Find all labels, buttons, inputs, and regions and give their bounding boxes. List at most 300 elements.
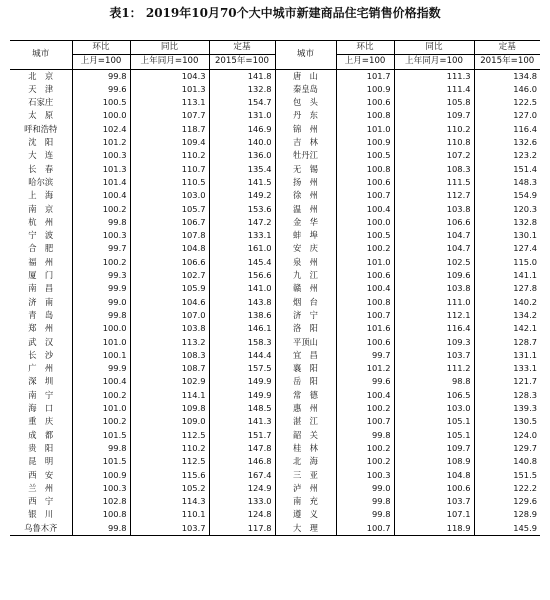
- city-name-left: 郑 州: [28, 323, 54, 334]
- city-name-left: 石家庄: [28, 97, 54, 108]
- city-name-left: 贵 阳: [28, 442, 54, 453]
- base-value-left: 124.8: [209, 508, 275, 521]
- header-mom-right: 环比: [336, 41, 394, 55]
- city-name-left: 西 安: [28, 469, 54, 480]
- city-name-left: 宁 波: [28, 230, 54, 241]
- mom-value-right: 100.9: [336, 83, 394, 96]
- base-value-left: 132.8: [209, 83, 275, 96]
- table-row: [10, 389, 540, 402]
- yoy-value-left: 109.8: [130, 402, 209, 415]
- yoy-value-right: 104.7: [394, 242, 474, 255]
- city-name-left: 海 口: [28, 403, 54, 414]
- city-name-left: 济 南: [28, 296, 54, 307]
- header-yoy-left: 同比: [130, 41, 209, 55]
- mom-value-left: 100.9: [72, 469, 130, 482]
- yoy-value-right: 111.5: [394, 176, 474, 189]
- mom-value-left: 100.4: [72, 189, 130, 202]
- city-name-right: 泸 州: [275, 482, 336, 495]
- mom-value-left: 100.2: [72, 256, 130, 269]
- base-value-left: 148.5: [209, 402, 275, 415]
- yoy-value-left: 114.1: [130, 389, 209, 402]
- yoy-value-right: 100.6: [394, 482, 474, 495]
- mom-value-right: 100.7: [336, 415, 394, 428]
- table-row: [10, 296, 540, 309]
- yoy-value-right: 103.7: [394, 349, 474, 362]
- table-row: [10, 336, 540, 349]
- base-value-right: 140.2: [474, 296, 540, 309]
- yoy-value-left: 109.0: [130, 415, 209, 428]
- yoy-value-right: 103.7: [394, 495, 474, 508]
- city-name-left: 银 川: [28, 509, 54, 520]
- yoy-value-right: 104.8: [394, 469, 474, 482]
- yoy-value-right: 107.2: [394, 149, 474, 162]
- city-name-right: 烟 台: [275, 296, 336, 309]
- mom-value-left: 100.2: [72, 203, 130, 216]
- base-value-right: 128.3: [474, 389, 540, 402]
- base-value-left: 151.7: [209, 429, 275, 442]
- mom-value-left: 101.4: [72, 176, 130, 189]
- city-name-right: 常 德: [275, 389, 336, 402]
- yoy-value-left: 107.0: [130, 309, 209, 322]
- mom-value-left: 101.3: [72, 163, 130, 176]
- table-row: [10, 415, 540, 428]
- header-yoy-sub-left: 上年同月=100: [130, 55, 209, 69]
- mom-value-left: 99.8: [72, 442, 130, 455]
- mom-value-right: 100.7: [336, 522, 394, 536]
- base-value-right: 132.8: [474, 216, 540, 229]
- city-name-right: 锦 州: [275, 123, 336, 136]
- table-row: [10, 203, 540, 216]
- base-value-right: 120.3: [474, 203, 540, 216]
- yoy-value-right: 112.1: [394, 309, 474, 322]
- base-value-left: 145.4: [209, 256, 275, 269]
- table-row: [10, 495, 540, 508]
- city-name-right: 襄 阳: [275, 362, 336, 375]
- header-city-left: 城市: [10, 41, 72, 70]
- city-name-left: 天 津: [28, 83, 54, 94]
- city-name-right: 桂 林: [275, 442, 336, 455]
- table-row: [10, 176, 540, 189]
- mom-value-right: 99.0: [336, 482, 394, 495]
- yoy-value-left: 105.7: [130, 203, 209, 216]
- mom-value-left: 101.5: [72, 429, 130, 442]
- table-row: [10, 189, 540, 202]
- city-name-right: 扬 州: [275, 176, 336, 189]
- city-name-right: 韶 关: [275, 429, 336, 442]
- base-value-right: 140.8: [474, 455, 540, 468]
- base-value-left: 153.6: [209, 203, 275, 216]
- mom-value-right: 100.8: [336, 109, 394, 122]
- mom-value-left: 100.0: [72, 322, 130, 335]
- mom-value-left: 99.8: [72, 69, 130, 83]
- base-value-left: 146.8: [209, 455, 275, 468]
- mom-value-left: 101.0: [72, 336, 130, 349]
- city-name-left: 大 连: [28, 150, 54, 161]
- yoy-value-right: 108.9: [394, 455, 474, 468]
- table-row: [10, 508, 540, 521]
- mom-value-left: 100.0: [72, 109, 130, 122]
- yoy-value-left: 104.8: [130, 242, 209, 255]
- table-row: [10, 282, 540, 295]
- city-name-right: 丹 东: [275, 109, 336, 122]
- base-value-right: 151.4: [474, 163, 540, 176]
- table-row: [10, 96, 540, 109]
- city-name-left: 呼和浩特: [24, 123, 58, 134]
- base-value-left: 135.4: [209, 163, 275, 176]
- base-value-left: 146.9: [209, 123, 275, 136]
- city-name-left: 南 宁: [28, 389, 54, 400]
- yoy-value-left: 112.5: [130, 455, 209, 468]
- mom-value-left: 100.3: [72, 149, 130, 162]
- base-value-left: 147.8: [209, 442, 275, 455]
- base-value-right: 127.8: [474, 282, 540, 295]
- base-value-left: 117.8: [209, 522, 275, 536]
- city-name-left: 重 庆: [28, 416, 54, 427]
- city-name-left: 昆 明: [28, 456, 54, 467]
- yoy-value-left: 105.9: [130, 282, 209, 295]
- base-value-right: 151.5: [474, 469, 540, 482]
- table-row: [10, 322, 540, 335]
- mom-value-left: 101.0: [72, 402, 130, 415]
- yoy-value-left: 104.3: [130, 69, 209, 83]
- yoy-value-right: 109.3: [394, 336, 474, 349]
- table-row: [10, 216, 540, 229]
- price-index-table: [10, 40, 540, 536]
- table-row: [10, 69, 540, 83]
- city-name-left: 太 原: [28, 110, 54, 121]
- base-value-right: 123.2: [474, 149, 540, 162]
- yoy-value-left: 102.9: [130, 375, 209, 388]
- table-row: [10, 256, 540, 269]
- yoy-value-right: 109.7: [394, 109, 474, 122]
- table-row: [10, 455, 540, 468]
- base-value-right: 124.0: [474, 429, 540, 442]
- mom-value-right: 99.8: [336, 429, 394, 442]
- city-name-left: 沈 阳: [28, 137, 54, 148]
- mom-value-right: 99.8: [336, 508, 394, 521]
- mom-value-left: 99.6: [72, 83, 130, 96]
- base-value-right: 142.1: [474, 322, 540, 335]
- mom-value-left: 99.8: [72, 309, 130, 322]
- city-name-right: 遵 义: [275, 508, 336, 521]
- mom-value-right: 100.6: [336, 96, 394, 109]
- yoy-value-left: 103.8: [130, 322, 209, 335]
- yoy-value-right: 111.3: [394, 69, 474, 83]
- city-name-left: 福 州: [28, 256, 54, 267]
- header-city-right: 城市: [275, 41, 336, 70]
- city-name-right: 大 理: [275, 522, 336, 536]
- yoy-value-left: 113.1: [130, 96, 209, 109]
- mom-value-left: 102.4: [72, 123, 130, 136]
- city-name-right: 金 华: [275, 216, 336, 229]
- mom-value-left: 99.9: [72, 282, 130, 295]
- mom-value-left: 100.3: [72, 229, 130, 242]
- yoy-value-left: 110.7: [130, 163, 209, 176]
- base-value-right: 145.9: [474, 522, 540, 536]
- base-value-left: 138.6: [209, 309, 275, 322]
- city-name-left: 广 州: [28, 363, 54, 374]
- yoy-value-right: 116.4: [394, 322, 474, 335]
- base-value-left: 156.6: [209, 269, 275, 282]
- table-row: [10, 136, 540, 149]
- mom-value-right: 100.0: [336, 216, 394, 229]
- city-name-right: 安 庆: [275, 242, 336, 255]
- yoy-value-right: 105.1: [394, 429, 474, 442]
- base-value-right: 128.9: [474, 508, 540, 521]
- table-row: [10, 123, 540, 136]
- table-body: [10, 69, 540, 535]
- header-mom-sub-right: 上月=100: [336, 55, 394, 69]
- header-base-sub-left: 2015年=100: [209, 55, 275, 69]
- base-value-right: 139.3: [474, 402, 540, 415]
- yoy-value-left: 118.7: [130, 123, 209, 136]
- city-name-right: 包 头: [275, 96, 336, 109]
- base-value-right: 131.1: [474, 349, 540, 362]
- mom-value-left: 100.2: [72, 389, 130, 402]
- city-name-right: 九 江: [275, 269, 336, 282]
- yoy-value-right: 105.8: [394, 96, 474, 109]
- city-name-right: 南 充: [275, 495, 336, 508]
- mom-value-left: 100.8: [72, 508, 130, 521]
- city-name-left: 西 宁: [28, 496, 54, 507]
- yoy-value-right: 110.2: [394, 123, 474, 136]
- mom-value-right: 100.8: [336, 296, 394, 309]
- table-row: [10, 482, 540, 495]
- table-row: [10, 242, 540, 255]
- table-row: [10, 362, 540, 375]
- table-row: [10, 442, 540, 455]
- yoy-value-right: 109.7: [394, 442, 474, 455]
- base-value-right: 134.8: [474, 69, 540, 83]
- yoy-value-right: 118.9: [394, 522, 474, 536]
- base-value-right: 130.1: [474, 229, 540, 242]
- yoy-value-left: 105.2: [130, 482, 209, 495]
- table-row: [10, 402, 540, 415]
- city-name-left: 长 春: [28, 163, 54, 174]
- header-base-right: 定基: [474, 41, 540, 55]
- yoy-value-left: 112.5: [130, 429, 209, 442]
- mom-value-left: 99.8: [72, 216, 130, 229]
- city-name-right: 唐 山: [275, 69, 336, 83]
- yoy-value-right: 110.8: [394, 136, 474, 149]
- city-name-right: 蚌 埠: [275, 229, 336, 242]
- table-row: [10, 469, 540, 482]
- yoy-value-right: 103.8: [394, 282, 474, 295]
- yoy-value-right: 107.1: [394, 508, 474, 521]
- city-name-right: 三 亚: [275, 469, 336, 482]
- base-value-left: 147.2: [209, 216, 275, 229]
- city-name-right: 宜 昌: [275, 349, 336, 362]
- yoy-value-left: 113.2: [130, 336, 209, 349]
- mom-value-right: 100.5: [336, 149, 394, 162]
- header-row-top: [10, 41, 540, 55]
- yoy-value-left: 108.7: [130, 362, 209, 375]
- yoy-value-left: 101.3: [130, 83, 209, 96]
- mom-value-left: 100.4: [72, 375, 130, 388]
- mom-value-right: 100.8: [336, 163, 394, 176]
- base-value-left: 158.3: [209, 336, 275, 349]
- city-name-right: 牡丹江: [275, 149, 336, 162]
- mom-value-left: 99.0: [72, 296, 130, 309]
- base-value-left: 140.0: [209, 136, 275, 149]
- city-name-left: 深 圳: [28, 376, 54, 387]
- base-value-left: 131.0: [209, 109, 275, 122]
- base-value-right: 116.4: [474, 123, 540, 136]
- base-value-right: 130.5: [474, 415, 540, 428]
- yoy-value-right: 98.8: [394, 375, 474, 388]
- yoy-value-right: 108.3: [394, 163, 474, 176]
- mom-value-right: 100.6: [336, 269, 394, 282]
- yoy-value-left: 104.6: [130, 296, 209, 309]
- base-value-left: 133.0: [209, 495, 275, 508]
- yoy-value-left: 103.0: [130, 189, 209, 202]
- city-name-right: 温 州: [275, 203, 336, 216]
- base-value-left: 124.9: [209, 482, 275, 495]
- table-row: [10, 429, 540, 442]
- city-name-left: 青 岛: [28, 309, 54, 320]
- header-base-sub-right: 2015年=100: [474, 55, 540, 69]
- base-value-right: 121.7: [474, 375, 540, 388]
- yoy-value-left: 107.7: [130, 109, 209, 122]
- base-value-left: 157.5: [209, 362, 275, 375]
- yoy-value-left: 110.2: [130, 442, 209, 455]
- base-value-right: 127.0: [474, 109, 540, 122]
- header-mom-sub-left: 上月=100: [72, 55, 130, 69]
- city-name-left: 武 汉: [28, 336, 54, 347]
- base-value-left: 141.0: [209, 282, 275, 295]
- mom-value-right: 100.7: [336, 189, 394, 202]
- city-name-left: 长 沙: [28, 349, 54, 360]
- header-yoy-sub-right: 上年同月=100: [394, 55, 474, 69]
- city-name-right: 北 海: [275, 455, 336, 468]
- base-value-right: 133.1: [474, 362, 540, 375]
- base-value-left: 149.9: [209, 375, 275, 388]
- city-name-right: 湛 江: [275, 415, 336, 428]
- table-row: [10, 349, 540, 362]
- city-name-left: 厦 门: [28, 270, 54, 281]
- city-name-right: 洛 阳: [275, 322, 336, 335]
- mom-value-left: 100.5: [72, 96, 130, 109]
- mom-value-right: 100.2: [336, 442, 394, 455]
- yoy-value-right: 104.7: [394, 229, 474, 242]
- yoy-value-left: 110.2: [130, 149, 209, 162]
- yoy-value-right: 111.4: [394, 83, 474, 96]
- yoy-value-left: 114.3: [130, 495, 209, 508]
- mom-value-right: 100.4: [336, 203, 394, 216]
- mom-value-left: 99.8: [72, 522, 130, 536]
- city-name-left: 南 昌: [28, 283, 54, 294]
- mom-value-right: 100.4: [336, 389, 394, 402]
- city-name-right: 赣 州: [275, 282, 336, 295]
- city-name-left: 北 京: [28, 70, 54, 81]
- table-row: [10, 309, 540, 322]
- mom-value-left: 99.7: [72, 242, 130, 255]
- mom-value-right: 99.6: [336, 375, 394, 388]
- header-yoy-right: 同比: [394, 41, 474, 55]
- base-value-right: 122.5: [474, 96, 540, 109]
- base-value-right: 127.4: [474, 242, 540, 255]
- mom-value-right: 100.2: [336, 242, 394, 255]
- yoy-value-right: 109.6: [394, 269, 474, 282]
- yoy-value-right: 106.6: [394, 216, 474, 229]
- base-value-left: 149.2: [209, 189, 275, 202]
- table-title: 表1： 2019年10月70个大中城市新建商品住宅销售价格指数: [109, 6, 441, 20]
- yoy-value-left: 102.7: [130, 269, 209, 282]
- mom-value-left: 100.3: [72, 482, 130, 495]
- mom-value-right: 100.7: [336, 309, 394, 322]
- city-name-left: 乌鲁木齐: [10, 522, 72, 536]
- header-base-left: 定基: [209, 41, 275, 55]
- mom-value-right: 101.7: [336, 69, 394, 83]
- city-name-left: 哈尔滨: [28, 176, 54, 187]
- base-value-right: 146.0: [474, 83, 540, 96]
- city-name-right: 惠 州: [275, 402, 336, 415]
- mom-value-right: 100.3: [336, 469, 394, 482]
- yoy-value-left: 109.4: [130, 136, 209, 149]
- mom-value-left: 99.3: [72, 269, 130, 282]
- base-value-left: 133.1: [209, 229, 275, 242]
- base-value-left: 149.9: [209, 389, 275, 402]
- base-value-right: 141.1: [474, 269, 540, 282]
- table-row: [10, 83, 540, 96]
- yoy-value-right: 105.1: [394, 415, 474, 428]
- city-name-left: 南 京: [28, 203, 54, 214]
- mom-value-right: 100.9: [336, 136, 394, 149]
- city-name-left: 杭 州: [28, 216, 54, 227]
- yoy-value-right: 103.8: [394, 203, 474, 216]
- mom-value-left: 100.2: [72, 415, 130, 428]
- mom-value-right: 101.0: [336, 256, 394, 269]
- mom-value-right: 100.6: [336, 176, 394, 189]
- yoy-value-left: 110.1: [130, 508, 209, 521]
- city-name-right: 济 宁: [275, 309, 336, 322]
- city-name-left: 成 都: [28, 429, 54, 440]
- document-page: [0, 2, 550, 600]
- mom-value-left: 101.2: [72, 136, 130, 149]
- mom-value-right: 100.2: [336, 455, 394, 468]
- mom-value-right: 100.2: [336, 402, 394, 415]
- table-row: [10, 522, 540, 536]
- mom-value-left: 99.9: [72, 362, 130, 375]
- base-value-left: 161.0: [209, 242, 275, 255]
- base-value-right: 129.7: [474, 442, 540, 455]
- mom-value-left: 101.5: [72, 455, 130, 468]
- table-row: [10, 163, 540, 176]
- city-name-right: 无 锡: [275, 163, 336, 176]
- yoy-value-left: 103.7: [130, 522, 209, 536]
- base-value-right: 129.6: [474, 495, 540, 508]
- table-row: [10, 269, 540, 282]
- base-value-left: 146.1: [209, 322, 275, 335]
- city-name-right: 泉 州: [275, 256, 336, 269]
- base-value-left: 143.8: [209, 296, 275, 309]
- base-value-right: 148.3: [474, 176, 540, 189]
- base-value-right: 154.9: [474, 189, 540, 202]
- base-value-left: 141.8: [209, 69, 275, 83]
- mom-value-left: 100.1: [72, 349, 130, 362]
- city-name-left: 合 肥: [28, 243, 54, 254]
- base-value-left: 141.5: [209, 176, 275, 189]
- yoy-value-left: 115.6: [130, 469, 209, 482]
- base-value-right: 134.2: [474, 309, 540, 322]
- city-name-right: 秦皇岛: [275, 83, 336, 96]
- table-row: [10, 375, 540, 388]
- yoy-value-left: 106.6: [130, 256, 209, 269]
- yoy-value-right: 106.5: [394, 389, 474, 402]
- base-value-right: 128.7: [474, 336, 540, 349]
- yoy-value-right: 111.0: [394, 296, 474, 309]
- table-row: [10, 149, 540, 162]
